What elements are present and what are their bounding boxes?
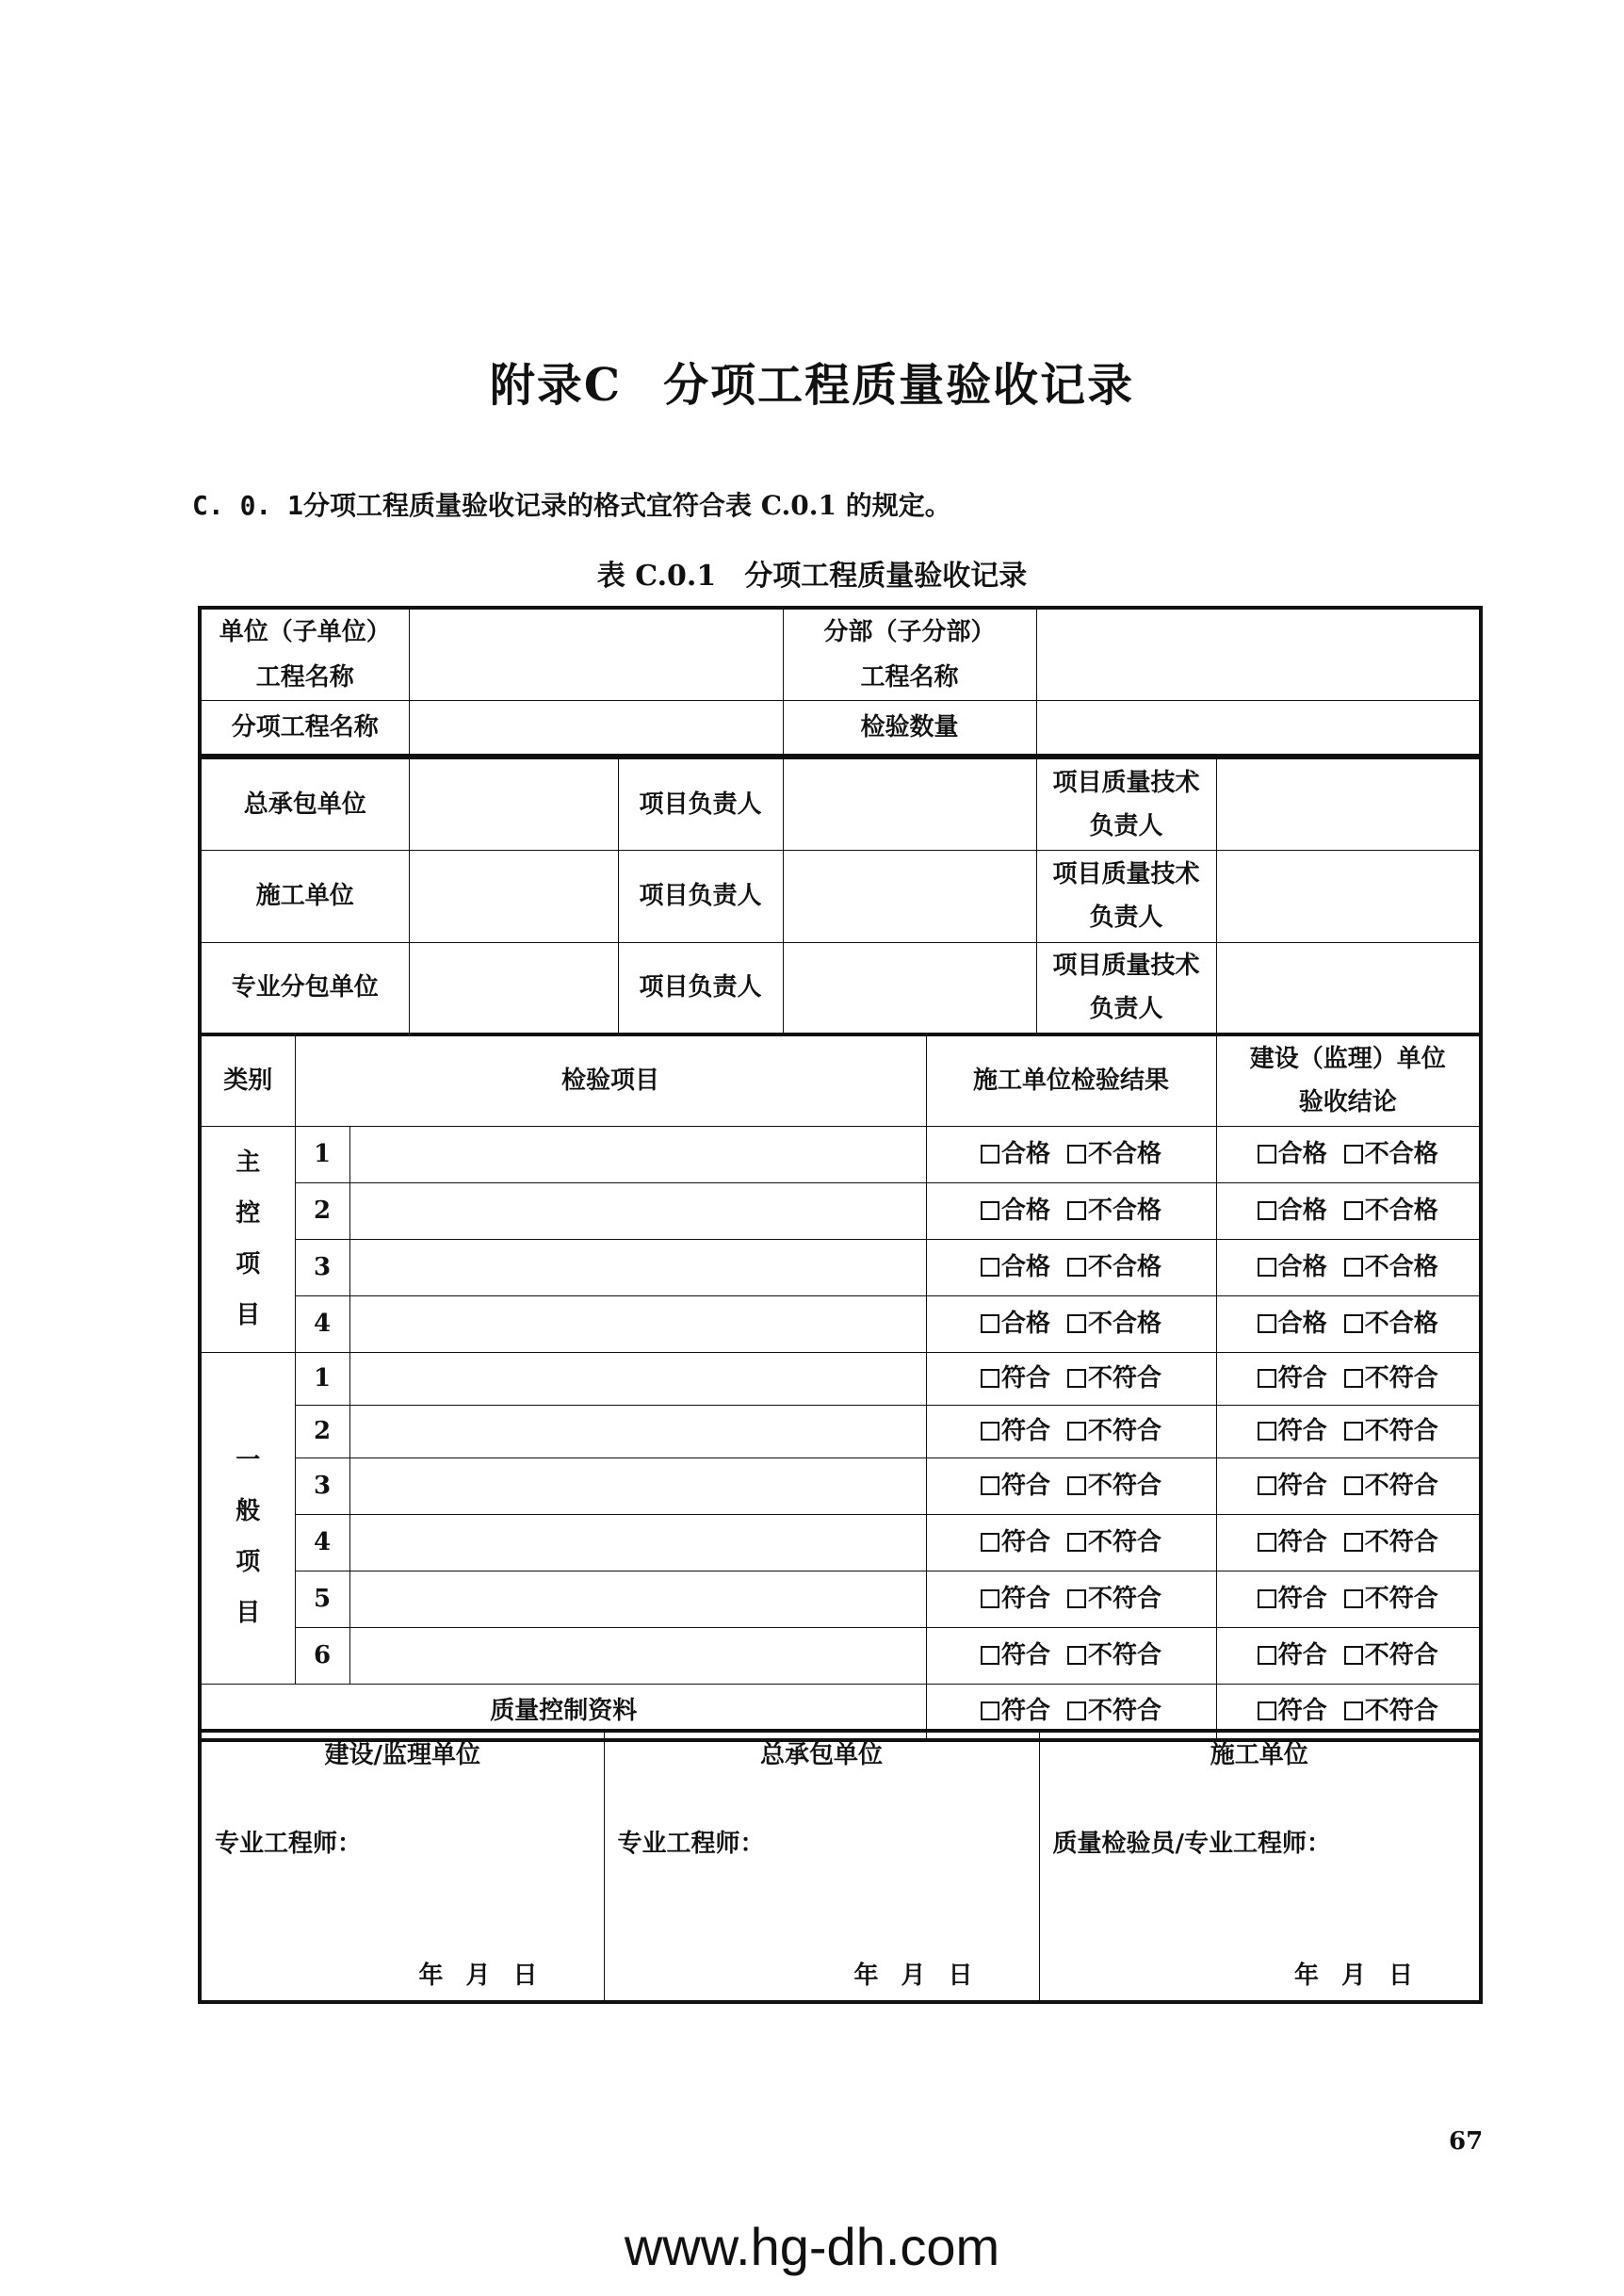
pass-option[interactable]: 符合 <box>1258 1641 1327 1669</box>
signature-date: 年 月 日 <box>418 1962 538 1990</box>
checkbox[interactable] <box>1344 1369 1363 1388</box>
main-control-category: 主 控 项 目 <box>200 1126 295 1352</box>
quality-control-label: 质量控制资料 <box>200 1684 926 1740</box>
party-quality-label: 项目质量技术 负责人 <box>1036 850 1216 942</box>
fail-option[interactable]: 不符合 <box>1344 1697 1438 1725</box>
fail-option[interactable]: 不符合 <box>1067 1585 1161 1613</box>
general-category: 一 般 项 目 <box>200 1352 295 1684</box>
signature-role: 专业工程师： <box>215 1830 363 1858</box>
supervisor-result <box>1216 1182 1481 1239</box>
checkbox[interactable] <box>1067 1201 1086 1220</box>
pass-option[interactable]: 合格 <box>981 1140 1050 1168</box>
contractor-result <box>926 1126 1216 1182</box>
checkbox[interactable] <box>1344 1258 1363 1277</box>
checkbox[interactable] <box>1344 1702 1363 1720</box>
checkbox[interactable] <box>1258 1646 1276 1665</box>
pass-option[interactable]: 符合 <box>1258 1417 1327 1445</box>
clause-number: C. 0. 1 <box>192 490 304 521</box>
checkbox[interactable] <box>1067 1369 1086 1388</box>
row-number: 2 <box>295 1182 349 1239</box>
fail-option[interactable]: 不合格 <box>1344 1197 1438 1225</box>
checkbox[interactable] <box>1258 1258 1276 1277</box>
item-content[interactable] <box>349 1457 926 1514</box>
checkbox[interactable] <box>981 1145 999 1164</box>
pass-option[interactable]: 符合 <box>981 1417 1050 1445</box>
signature-date: 年 月 日 <box>1293 1962 1413 1990</box>
appendix-title: 附录C 分项工程质量验收记录 <box>489 359 1135 412</box>
subitem-name-label: 分项工程名称 <box>200 701 409 756</box>
contractor-result <box>926 1627 1216 1684</box>
item-header: 检验项目 <box>295 1034 926 1126</box>
checkbox[interactable] <box>981 1258 999 1277</box>
pass-option[interactable]: 符合 <box>981 1528 1050 1556</box>
supervisor-result <box>1216 1571 1481 1627</box>
item-content[interactable] <box>349 1514 926 1571</box>
party-row <box>200 757 1481 850</box>
inspection-items-table <box>198 1033 1483 1742</box>
party-unit-label: 施工单位 <box>200 850 409 942</box>
party-manager-label: 项目负责人 <box>618 942 783 1034</box>
party-quality-value[interactable] <box>1216 850 1481 942</box>
contractor-result <box>926 1571 1216 1627</box>
general-item-row <box>200 1627 1481 1684</box>
checkbox[interactable] <box>1258 1589 1276 1608</box>
signature-org: 建设/监理单位 <box>324 1741 480 1769</box>
main-item-row <box>200 1239 1481 1295</box>
checkbox[interactable] <box>1344 1201 1363 1220</box>
signature-role: 专业工程师： <box>617 1830 765 1858</box>
supervisor-result <box>1216 1295 1481 1352</box>
checkbox[interactable] <box>1067 1646 1086 1665</box>
checkbox[interactable] <box>1344 1422 1363 1441</box>
contractor-result <box>926 1239 1216 1295</box>
party-manager-label: 项目负责人 <box>618 757 783 850</box>
subitem-name-value[interactable] <box>409 701 783 756</box>
item-content[interactable] <box>349 1405 926 1457</box>
fail-option[interactable]: 不符合 <box>1344 1585 1438 1613</box>
contractor-result <box>926 1182 1216 1239</box>
fail-option[interactable]: 不符合 <box>1067 1641 1161 1669</box>
general-item-row <box>200 1352 1481 1405</box>
pass-option[interactable]: 符合 <box>981 1585 1050 1613</box>
row-number: 2 <box>295 1405 349 1457</box>
pass-option[interactable]: 符合 <box>1258 1472 1327 1500</box>
party-quality-value[interactable] <box>1216 757 1481 850</box>
party-quality-label: 项目质量技术 负责人 <box>1036 942 1216 1034</box>
pass-option[interactable]: 符合 <box>981 1641 1050 1669</box>
watermark-url[interactable]: www.hg-dh.com <box>624 2217 1000 2276</box>
checkbox[interactable] <box>1067 1589 1086 1608</box>
checkbox[interactable] <box>1067 1258 1086 1277</box>
checkbox[interactable] <box>1344 1145 1363 1164</box>
pass-option[interactable]: 合格 <box>981 1197 1050 1225</box>
signature-org: 总承包单位 <box>759 1741 883 1769</box>
party-unit-value[interactable] <box>409 850 618 942</box>
checkbox[interactable] <box>1258 1201 1276 1220</box>
fail-option[interactable]: 不合格 <box>1067 1253 1161 1281</box>
checkbox[interactable] <box>981 1589 999 1608</box>
fail-option[interactable]: 不合格 <box>1344 1140 1438 1168</box>
party-manager-value[interactable] <box>783 942 1036 1034</box>
fail-option[interactable]: 不符合 <box>1344 1528 1438 1556</box>
pass-option[interactable]: 合格 <box>981 1310 1050 1338</box>
signature-general-contractor[interactable] <box>604 1731 1039 2002</box>
checkbox[interactable] <box>1258 1702 1276 1720</box>
checkbox[interactable] <box>1258 1476 1276 1495</box>
page-number: 67 <box>1449 2127 1484 2156</box>
subitem-row <box>200 701 1481 756</box>
checkbox[interactable] <box>981 1201 999 1220</box>
general-item-row <box>200 1571 1481 1627</box>
supervisor-result <box>1216 1352 1481 1405</box>
supervisor-result <box>1216 1405 1481 1457</box>
category-header: 类别 <box>200 1034 295 1126</box>
general-item-row <box>200 1457 1481 1514</box>
party-unit-value[interactable] <box>409 942 618 1034</box>
supervisor-result <box>1216 1457 1481 1514</box>
row-number: 4 <box>295 1514 349 1571</box>
checkbox[interactable] <box>1067 1702 1086 1720</box>
pass-option[interactable]: 符合 <box>1258 1585 1327 1613</box>
fail-option[interactable]: 不合格 <box>1067 1140 1161 1168</box>
items-header-row <box>200 1034 1481 1126</box>
checkbox[interactable] <box>1067 1145 1086 1164</box>
party-quality-label: 项目质量技术 负责人 <box>1036 757 1216 850</box>
checkbox[interactable] <box>981 1476 999 1495</box>
row-number: 1 <box>295 1352 349 1405</box>
contractor-result <box>926 1352 1216 1405</box>
checkbox[interactable] <box>1258 1533 1276 1552</box>
pass-option[interactable]: 合格 <box>1258 1253 1327 1281</box>
pass-option[interactable]: 符合 <box>1258 1528 1327 1556</box>
contractor-result <box>926 1295 1216 1352</box>
checkbox[interactable] <box>1344 1589 1363 1608</box>
project-name-row <box>200 608 1481 701</box>
unit-project-value[interactable] <box>409 608 783 701</box>
fail-option[interactable]: 不符合 <box>1344 1472 1438 1500</box>
fail-option[interactable]: 不符合 <box>1067 1528 1161 1556</box>
party-manager-value[interactable] <box>783 757 1036 850</box>
checkbox[interactable] <box>1067 1533 1086 1552</box>
party-unit-label: 专业分包单位 <box>200 942 409 1034</box>
checkbox[interactable] <box>1258 1145 1276 1164</box>
item-content[interactable] <box>349 1571 926 1627</box>
party-unit-value[interactable] <box>409 757 618 850</box>
party-manager-label: 项目负责人 <box>618 850 783 942</box>
division-project-value[interactable] <box>1036 608 1481 701</box>
party-quality-value[interactable] <box>1216 942 1481 1034</box>
checkbox[interactable] <box>1258 1314 1276 1333</box>
pass-option[interactable]: 符合 <box>1258 1364 1327 1392</box>
fail-option[interactable]: 不合格 <box>1067 1197 1161 1225</box>
row-number: 4 <box>295 1295 349 1352</box>
fail-option[interactable]: 不符合 <box>1344 1364 1438 1392</box>
row-number: 5 <box>295 1571 349 1627</box>
signature-table <box>198 1729 1483 2004</box>
pass-option[interactable]: 符合 <box>981 1364 1050 1392</box>
supervisor-result-header: 建设（监理）单位 验收结论 <box>1216 1034 1481 1126</box>
party-row <box>200 942 1481 1034</box>
clause-text <box>192 485 951 523</box>
pass-option[interactable]: 符合 <box>1258 1697 1327 1725</box>
general-item-row <box>200 1514 1481 1571</box>
checkbox[interactable] <box>1258 1422 1276 1441</box>
item-content[interactable] <box>349 1182 926 1239</box>
main-item-row <box>200 1295 1481 1352</box>
signature-row <box>200 1731 1481 2002</box>
division-project-label: 分部（子分部） 工程名称 <box>783 608 1036 701</box>
checkbox[interactable] <box>1344 1533 1363 1552</box>
pass-option[interactable]: 合格 <box>1258 1310 1327 1338</box>
contractor-result <box>926 1514 1216 1571</box>
clause-body: 分项工程质量验收记录的格式宜符合表 C.0.1 的规定。 <box>303 490 951 521</box>
signature-supervisor[interactable] <box>200 1731 604 2002</box>
pass-option[interactable]: 合格 <box>1258 1197 1327 1225</box>
fail-option[interactable]: 不符合 <box>1067 1472 1161 1500</box>
inspection-quantity-value[interactable] <box>1036 701 1481 756</box>
fail-option[interactable]: 不符合 <box>1344 1417 1438 1445</box>
contractor-result-header: 施工单位检验结果 <box>926 1034 1216 1126</box>
fail-option[interactable]: 不合格 <box>1344 1310 1438 1338</box>
checkbox[interactable] <box>1258 1369 1276 1388</box>
row-number: 3 <box>295 1239 349 1295</box>
checkbox[interactable] <box>981 1646 999 1665</box>
checkbox[interactable] <box>1067 1476 1086 1495</box>
supervisor-result <box>1216 1239 1481 1295</box>
supervisor-result <box>1216 1126 1481 1182</box>
item-content[interactable] <box>349 1295 926 1352</box>
contractor-result <box>926 1405 1216 1457</box>
item-content[interactable] <box>349 1627 926 1684</box>
pass-option[interactable]: 合格 <box>981 1253 1050 1281</box>
general-item-row <box>200 1405 1481 1457</box>
row-number: 6 <box>295 1627 349 1684</box>
checkbox[interactable] <box>981 1702 999 1720</box>
checkbox[interactable] <box>1067 1422 1086 1441</box>
acceptance-record-table <box>198 606 1483 757</box>
item-content[interactable] <box>349 1239 926 1295</box>
checkbox[interactable] <box>1344 1476 1363 1495</box>
contractor-result <box>926 1457 1216 1514</box>
pass-option[interactable]: 符合 <box>981 1472 1050 1500</box>
checkbox[interactable] <box>981 1369 999 1388</box>
signature-org: 施工单位 <box>1210 1741 1308 1769</box>
fail-option[interactable]: 不合格 <box>1067 1310 1161 1338</box>
party-manager-value[interactable] <box>783 850 1036 942</box>
item-content[interactable] <box>349 1352 926 1405</box>
signature-construction[interactable] <box>1039 1731 1481 2002</box>
pass-option[interactable]: 合格 <box>1258 1140 1327 1168</box>
row-number: 3 <box>295 1457 349 1514</box>
supervisor-result <box>1216 1514 1481 1571</box>
party-row <box>200 850 1481 942</box>
fail-option[interactable]: 不符合 <box>1067 1697 1161 1725</box>
signature-role: 质量检验员/专业工程师： <box>1052 1830 1331 1858</box>
fail-option[interactable]: 不合格 <box>1344 1253 1438 1281</box>
main-item-row <box>200 1126 1481 1182</box>
parties-table <box>198 756 1483 1036</box>
checkbox[interactable] <box>1344 1314 1363 1333</box>
checkbox[interactable] <box>981 1314 999 1333</box>
inspection-quantity-label: 检验数量 <box>783 701 1036 756</box>
checkbox[interactable] <box>981 1422 999 1441</box>
fail-option[interactable]: 不符合 <box>1067 1417 1161 1445</box>
party-unit-label: 总承包单位 <box>200 757 409 850</box>
checkbox[interactable] <box>1344 1646 1363 1665</box>
pass-option[interactable]: 符合 <box>981 1697 1050 1725</box>
fail-option[interactable]: 不符合 <box>1344 1641 1438 1669</box>
supervisor-result <box>1216 1627 1481 1684</box>
signature-date: 年 月 日 <box>853 1962 973 1990</box>
fail-option[interactable]: 不符合 <box>1067 1364 1161 1392</box>
checkbox[interactable] <box>1067 1314 1086 1333</box>
main-item-row <box>200 1182 1481 1239</box>
checkbox[interactable] <box>981 1533 999 1552</box>
unit-project-label: 单位（子单位） 工程名称 <box>200 608 409 701</box>
table-caption: 表 C.0.1 分项工程质量验收记录 <box>596 560 1028 593</box>
row-number: 1 <box>295 1126 349 1182</box>
item-content[interactable] <box>349 1126 926 1182</box>
